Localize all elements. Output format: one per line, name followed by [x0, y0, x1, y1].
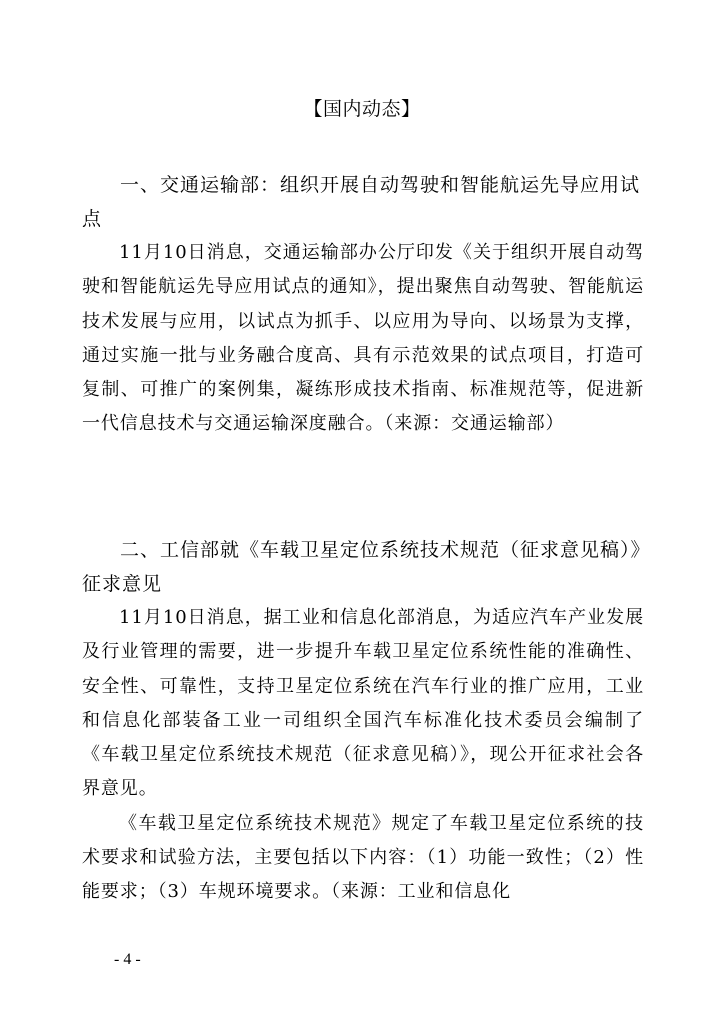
article-heading: 一、交通运输部：组织开展自动驾驶和智能航运先导应用试点 — [82, 174, 641, 230]
news-article — [82, 168, 644, 442]
news-article — [82, 533, 644, 910]
article-paragraph: 11月10日消息，据工业和信息化部消息，为适应汽车产业发展及行业管理的需要，进一步提升车载卫星定位系统性能的准确性、安全性、可靠性，支持卫星定位系统在汽车行业的推广应用，工业和信息化部装备工业一司组织全国汽车标准化技术委员会编制了《车载卫星定位系统技术规范（征求意见稿）》，现公开征求社会各界意见。 — [82, 607, 644, 800]
page-number: - 4 - — [114, 951, 141, 968]
article-heading: 二、工信部就《车载卫星定位系统技术规范（征求意见稿）》征求意见 — [82, 539, 642, 595]
article-paragraph: 11月10日消息，交通运输部办公厅印发《关于组织开展自动驾驶和智能航运先导应用试点的通知》，提出聚焦自动驾驶、智能航运技术发展与应用，以试点为抓手、以应用为导向、以场景为支撑，通过实施一批与业务融合度高、具有示范效果的试点项目，打造可复制、可推广的案例集，凝练形成技术指南、标准规范等，促进新一代信息技术与交通运输深度融合。（来源：交通运输部） — [82, 242, 644, 435]
section-title: 【国内动态】 — [303, 98, 421, 120]
article-paragraph: 《车载卫星定位系统技术规范》规定了车载卫星定位系统的技术要求和试验方法，主要包括以下内容：（1）功能一致性；（2）性能要求；（3）车规环境要求。（来源：工业和信息化 — [82, 812, 644, 903]
